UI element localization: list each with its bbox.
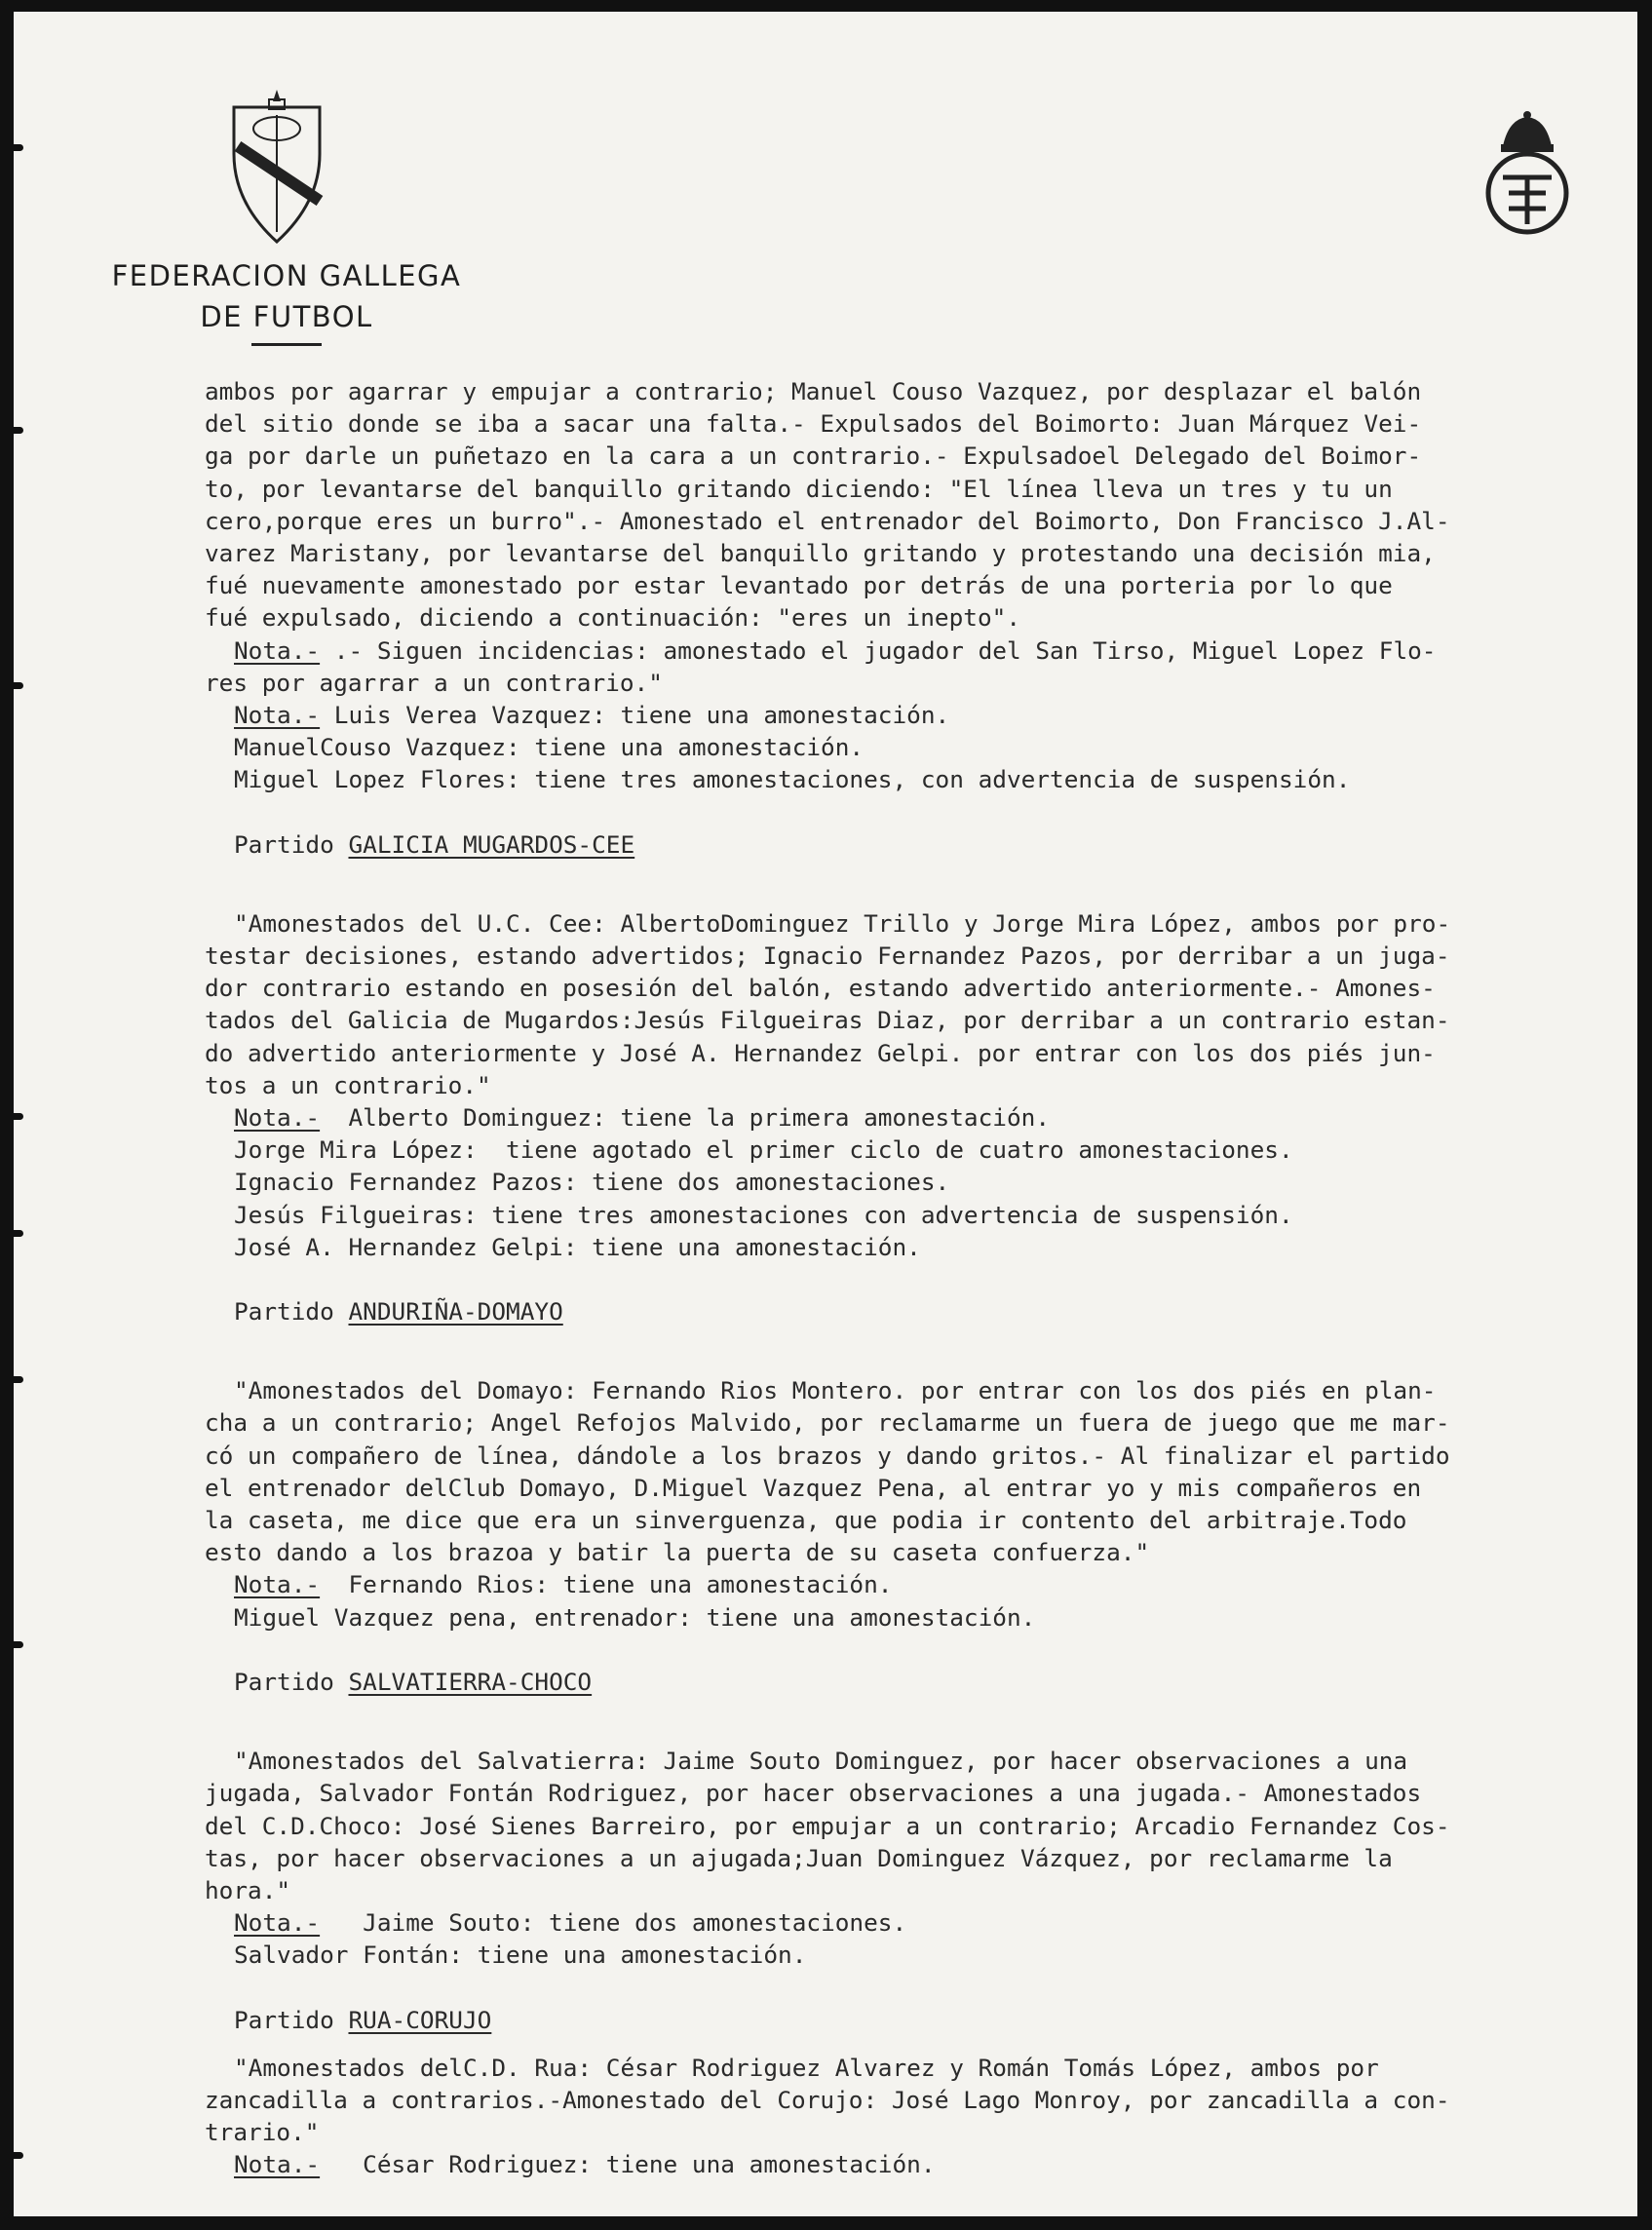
text-line: Jesús Filgueiras: tiene tres amonestaciones con advertencia de suspensión. bbox=[234, 1200, 1293, 1229]
org-line-2: DE FUTBOL bbox=[200, 300, 373, 333]
heading-prefix: Partido bbox=[234, 829, 349, 859]
binder-tab bbox=[14, 682, 23, 689]
match-heading bbox=[205, 2004, 1637, 2036]
heading-teams: GALICIA MUGARDOS-CEE bbox=[348, 829, 635, 859]
nota-text: Luis Verea Vazquez: tiene una amonestación. bbox=[320, 700, 950, 729]
text-line: Salvador Fontán: tiene una amonestación. bbox=[234, 1941, 807, 1970]
text-line: res por agarrar a un contrario." bbox=[205, 668, 663, 697]
text-line: fué nuevamente amonestado por estar levantado por detrás de una porteria por lo que bbox=[205, 571, 1393, 600]
text-line: do advertido anteriormente y José A. Hernandez Gelpi. por entrar con los dos piés jun- bbox=[205, 1038, 1436, 1067]
binder-tab bbox=[14, 1230, 23, 1237]
heading-prefix: Partido bbox=[234, 2005, 349, 2034]
nota-line bbox=[205, 634, 1637, 667]
text-line: Jorge Mira López: tiene agotado el primer ciclo de cuatro amonestaciones. bbox=[234, 1135, 1293, 1165]
rfef-crest-icon bbox=[1474, 109, 1581, 236]
org-line-1: FEDERACION GALLEGA bbox=[111, 259, 462, 292]
match-heading bbox=[205, 1295, 1637, 1327]
nota-label: Nota.- bbox=[234, 635, 321, 665]
nota-text: César Rodriguez: tiene una amonestación. bbox=[320, 2150, 936, 2179]
nota-text: Jaime Souto: tiene dos amonestaciones. bbox=[320, 1908, 907, 1938]
heading-teams: ANDURIÑA-DOMAYO bbox=[348, 1297, 563, 1326]
text-line: "Amonestados del U.C. Cee: AlbertoDominguez Trillo y Jorge Mira López, ambos por pro- bbox=[234, 908, 1451, 938]
heading-prefix: Partido bbox=[234, 1667, 349, 1696]
text-line: ga por darle un puñetazo en la cara a un contrario.- Expulsadoel Delegado del Boimor- bbox=[205, 442, 1422, 471]
text-line: hora." bbox=[205, 1875, 291, 1904]
match-heading bbox=[205, 828, 1637, 861]
nota-line bbox=[205, 1568, 1637, 1600]
heading-teams: RUA-CORUJO bbox=[348, 2005, 492, 2034]
nota-line bbox=[205, 699, 1637, 731]
nota-line bbox=[205, 1101, 1637, 1134]
text-line: ambos por agarrar y empujar a contrario; Manuel Couso Vazquez, por desplazar el balón bbox=[205, 377, 1422, 405]
binder-tab bbox=[14, 427, 23, 434]
heading-teams: SALVATIERRA-CHOCO bbox=[348, 1667, 593, 1696]
text-line: del C.D.Choco: José Sienes Barreiro, por empujar a un contrario; Arcadio Fernandez Cos- bbox=[205, 1811, 1450, 1840]
nota-label: Nota.- bbox=[234, 1102, 321, 1132]
text-line: esto dando a los brazoa y batir la puerta de su caseta confuerza." bbox=[205, 1538, 1150, 1567]
text-line: jugada, Salvador Fontán Rodriguez, por hacer observaciones a una jugada.- Amonestados bbox=[205, 1779, 1422, 1808]
nota-text: Fernando Rios: tiene una amonestación. bbox=[320, 1570, 893, 1599]
text-line: José A. Hernandez Gelpi: tiene una amonestación. bbox=[234, 1232, 921, 1261]
text-line: tas, por hacer observaciones a un ajugada;Juan Dominguez Vázquez, por reclamarme la bbox=[205, 1843, 1393, 1872]
binder-tab bbox=[14, 1113, 23, 1120]
text-line: trario." bbox=[205, 2118, 320, 2147]
nota-text: Alberto Dominguez: tiene la primera amonestación. bbox=[320, 1102, 1051, 1132]
nota-label: Nota.- bbox=[234, 700, 321, 729]
match-heading bbox=[205, 1666, 1637, 1698]
binder-tab bbox=[14, 144, 23, 151]
nota-line bbox=[205, 1906, 1637, 1939]
text-line: varez Maristany, por levantarse del banquillo gritando y protestando una decisión mia, bbox=[205, 538, 1436, 567]
nota-label: Nota.- bbox=[234, 1908, 321, 1938]
report-body bbox=[205, 375, 1637, 2181]
text-line: fué expulsado, diciendo a continuación: "eres un inepto". bbox=[205, 603, 1021, 633]
text-line: Ignacio Fernandez Pazos: tiene dos amonestaciones. bbox=[234, 1168, 950, 1197]
nota-text: .- Siguen incidencias: amonestado el jugador del San Tirso, Miguel Lopez Flo- bbox=[320, 635, 1437, 665]
text-line: dor contrario estando en posesión del balón, estando advertido anteriormente.- Amones- bbox=[205, 974, 1436, 1003]
text-line: tados del Galicia de Mugardos:Jesús Filgueiras Diaz, por derribar a un contrario estan- bbox=[205, 1006, 1450, 1035]
text-line: la caseta, me dice que era un sinverguenza, que podia ir contento del arbitraje.Todo bbox=[205, 1506, 1407, 1534]
letterhead-rule bbox=[251, 343, 322, 346]
heading-prefix: Partido bbox=[234, 1297, 349, 1326]
text-line: el entrenador delClub Domayo, D.Miguel Vazquez Pena, al entrar yo y mis compañeros en bbox=[205, 1473, 1422, 1502]
text-line: "Amonestados del Salvatierra: Jaime Souto Dominguez, por hacer observaciones a una bbox=[234, 1747, 1408, 1776]
nota-label: Nota.- bbox=[234, 2150, 321, 2179]
nota-label: Nota.- bbox=[234, 1570, 321, 1599]
text-line: cha a un contrario; Angel Refojos Malvido, por reclamarme un fuera de juego que me mar- bbox=[205, 1408, 1450, 1438]
text-line: tos a un contrario." bbox=[205, 1070, 491, 1099]
binder-tab bbox=[14, 1376, 23, 1383]
text-line: del sitio donde se iba a sacar una falta.- Expulsados del Boimorto: Juan Márquez Vei- bbox=[205, 409, 1422, 439]
text-line: ManuelCouso Vazquez: tiene una amonestación. bbox=[234, 733, 864, 762]
text-line: "Amonestados delC.D. Rua: César Rodriguez Alvarez y Román Tomás López, ambos por bbox=[234, 2053, 1379, 2082]
text-line: Miguel Vazquez pena, entrenador: tiene una amonestación. bbox=[234, 1602, 1036, 1632]
text-line: Miguel Lopez Flores: tiene tres amonestaciones, con advertencia de suspensión. bbox=[234, 765, 1351, 794]
binder-tab bbox=[14, 2152, 23, 2159]
text-line: có un compañero de línea, dándole a los brazos y dando gritos.- Al finalizar el partido bbox=[205, 1441, 1450, 1470]
text-line: testar decisiones, estando advertidos; Ignacio Fernandez Pazos, por derribar a un juga- bbox=[205, 942, 1450, 970]
federation-name bbox=[62, 255, 511, 346]
text-line: to, por levantarse del banquillo gritando diciendo: "El línea lleva un tres y tu un bbox=[205, 474, 1393, 503]
text-line: zancadilla a contrarios.-Amonestado del Corujo: José Lago Monroy, por zancadilla a con- bbox=[205, 2086, 1450, 2114]
text-line: cero,porque eres un burro".- Amonestado el entrenador del Boimorto, Don Francisco J.Al- bbox=[205, 506, 1450, 535]
gallega-shield-icon bbox=[230, 86, 324, 244]
nota-line bbox=[205, 2148, 1637, 2180]
text-line: "Amonestados del Domayo: Fernando Rios Montero. por entrar con los dos piés en plan- bbox=[234, 1376, 1437, 1405]
binder-tab bbox=[14, 1641, 23, 1648]
